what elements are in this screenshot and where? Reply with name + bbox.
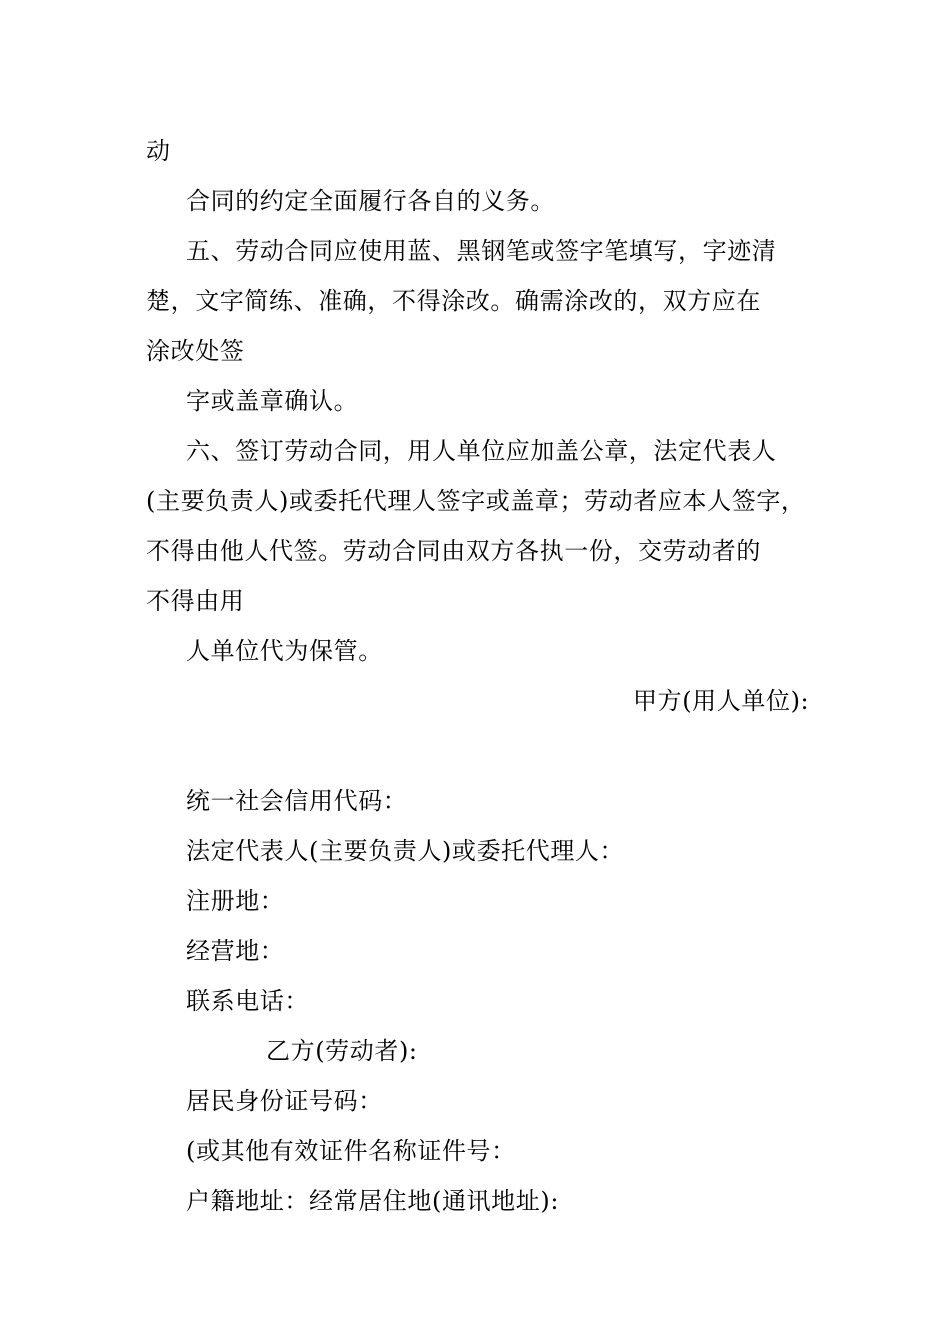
party-a-field-business-address: 经营地：: [186, 937, 285, 965]
body-line: 楚，文字简练、准确，不得涂改。确需涂改的，双方应在: [146, 287, 761, 315]
party-a-field-registered-address: 注册地：: [186, 887, 285, 915]
body-line: 字或盖章确认。: [186, 387, 359, 415]
party-b-heading: 乙方(劳动者):: [266, 1037, 418, 1065]
party-a-field-credit-code: 统一社会信用代码：: [186, 787, 408, 815]
body-line: 不得由他人代签。劳动合同由双方各执一份，交劳动者的: [146, 537, 761, 565]
party-b-field-address: 户籍地址：经常居住地(通讯地址):: [186, 1187, 560, 1215]
party-b-field-id-number: 居民身份证号码：: [186, 1087, 383, 1115]
body-line: 动: [146, 137, 171, 165]
party-a-field-representative: 法定代表人(主要负责人)或委托代理人：: [186, 837, 625, 865]
clause-six-line: 六、签订劳动合同，用人单位应加盖公章，法定代表人: [186, 437, 777, 465]
party-b-field-other-id: (或其他有效证件名称证件号：: [186, 1137, 516, 1165]
body-line: 不得由用: [146, 587, 245, 615]
party-a-heading: 甲方(用人单位):: [633, 687, 810, 715]
body-line: 合同的约定全面履行各自的义务。: [186, 187, 555, 215]
party-a-field-phone: 联系电话：: [186, 987, 309, 1015]
clause-five-line: 五、劳动合同应使用蓝、黑钢笔或签字笔填写，字迹清: [186, 237, 777, 265]
body-line: (主要负责人)或委托代理人签字或盖章；劳动者应本人签字，: [146, 487, 806, 515]
body-line: 涂改处签: [146, 337, 245, 365]
body-line: 人单位代为保管。: [186, 637, 383, 665]
